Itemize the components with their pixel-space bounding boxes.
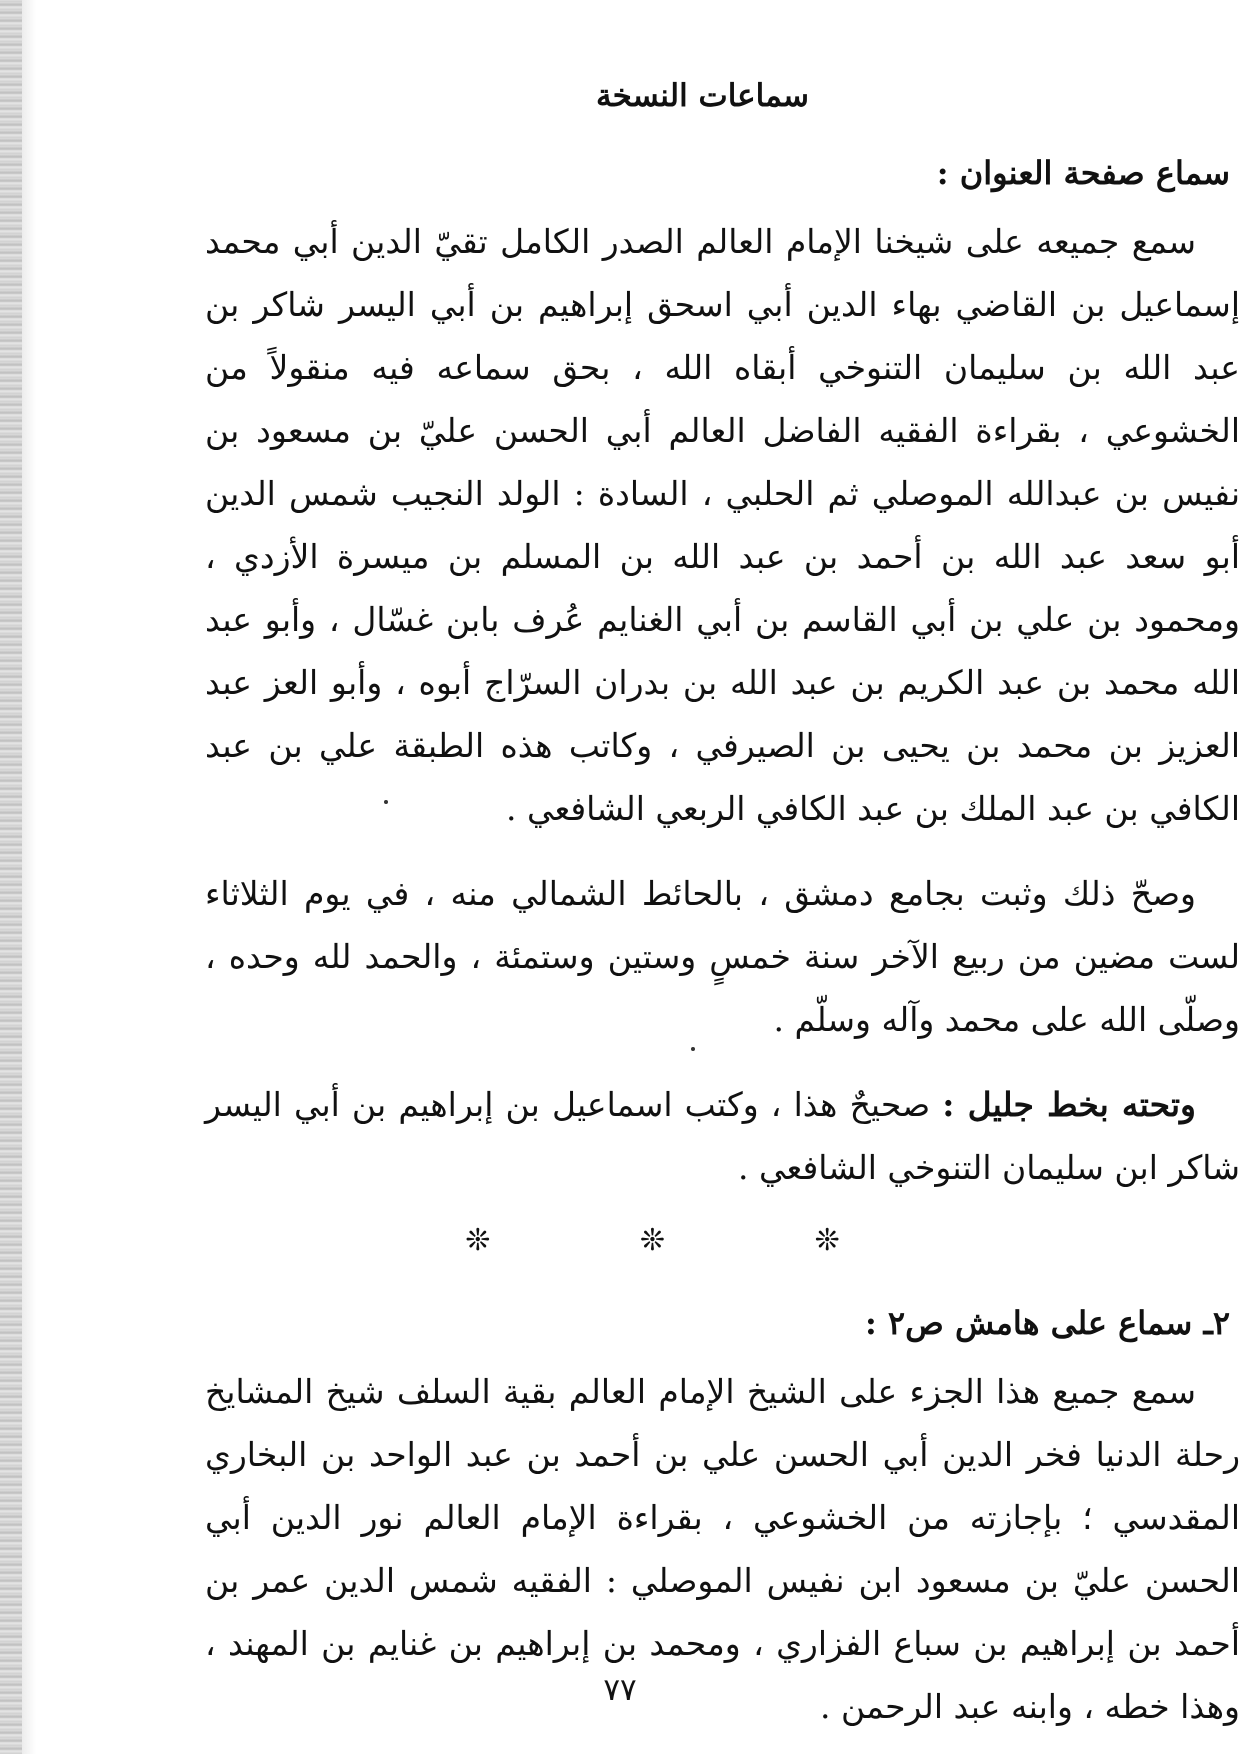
paragraph-audition-record: سمع جميعه على شيخنا الإمام العالم الصدر الكامل تقيّ الدين أبي محمد إسماعيل بن القاضي بهاء الدين أبي اسحق إبراهيم بن أبي اليسر شاكر بن عبد الله بن سليمان التنوخي أبقاه الله ، بحق سماعه فيه منقولاً من الخشوعي ، بقراءة الفقيه الفاضل العالم أبي الحسن عليّ بن مسعود بن نفيس بن عبدالله الموصلي ثم الحلبي ، السادة : الولد النجيب شمس الدين أبو سعد عبد الله بن أحمد بن عبد الله بن المسلم بن ميسرة الأزدي ، ومحمود بن علي بن أبي القاسم بن أبي الغنايم عُرف بابن غسّال ، وأبو عبد الله محمد بن عبد الكريم بن عبد الله بن بدران السرّاج أبوه ، وأبو العز عبد العزيز بن محمد بن يحيى بن الصيرفي ، وكاتب هذه الطبقة علي بن عبد الكافي بن عبد الملك بن عبد الكافي الربعي الشافعي . [205,222,1240,828]
stray-ink-dot [691,1047,695,1051]
scan-edge-gradient [22,0,36,1754]
section-heading-title-page: سماع صفحة العنوان : [936,154,1230,192]
stray-ink-dot [384,800,388,804]
paragraph-margin-audition: سمع جميع هذا الجزء على الشيخ الإمام العالم بقية السلف شيخ المشايخ رحلة الدنيا فخر الدين أبي الحسن علي بن أحمد بن عبد الواحد بن البخاري المقدسي ؛ بإجازته من الخشوعي ، بقراءة الإمام العالم نور الدين أبي الحسن عليّ بن مسعود ابن نفيس الموصلي : الفقيه شمس الدين عمر بن أحمد بن إبراهيم بن سباع الفزاري ، ومحمد بن إبراهيم بن غنايم بن المهند ، وهذا خطه ، وابنه عبد الرحمن . [205,1372,1240,1726]
paragraph-date-location: وصحّ ذلك وثبت بجامع دمشق ، بالحائط الشمالي منه ، في يوم الثلاثاء لست مضين من ربيع الآخر سنة خمسٍ وستين وستمئة ، والحمد لله وحده ، وصلّى الله على محمد وآله وسلّم . [205,874,1240,1039]
section-heading-margin-page2: ٢ـ سماع على هامش ص٢ : [864,1304,1230,1342]
page-number: ٧٧ [603,1672,637,1708]
page-body [205,78,1240,1760]
scan-edge-shadow [0,0,22,1754]
note-text: صحيحٌ هذا ، وكتب اسماعيل بن إبراهيم بن أبي اليسر شاكر ابن سليمان التنوخي الشافعي . [205,1085,1240,1187]
section-divider-ornament: ❊ ❊ ❊ [465,1223,910,1258]
running-header: سماعات النسخة [596,78,809,114]
paragraph-certification-note [205,1073,1240,1199]
note-lead: وتحته بخط جليل : [942,1085,1196,1124]
